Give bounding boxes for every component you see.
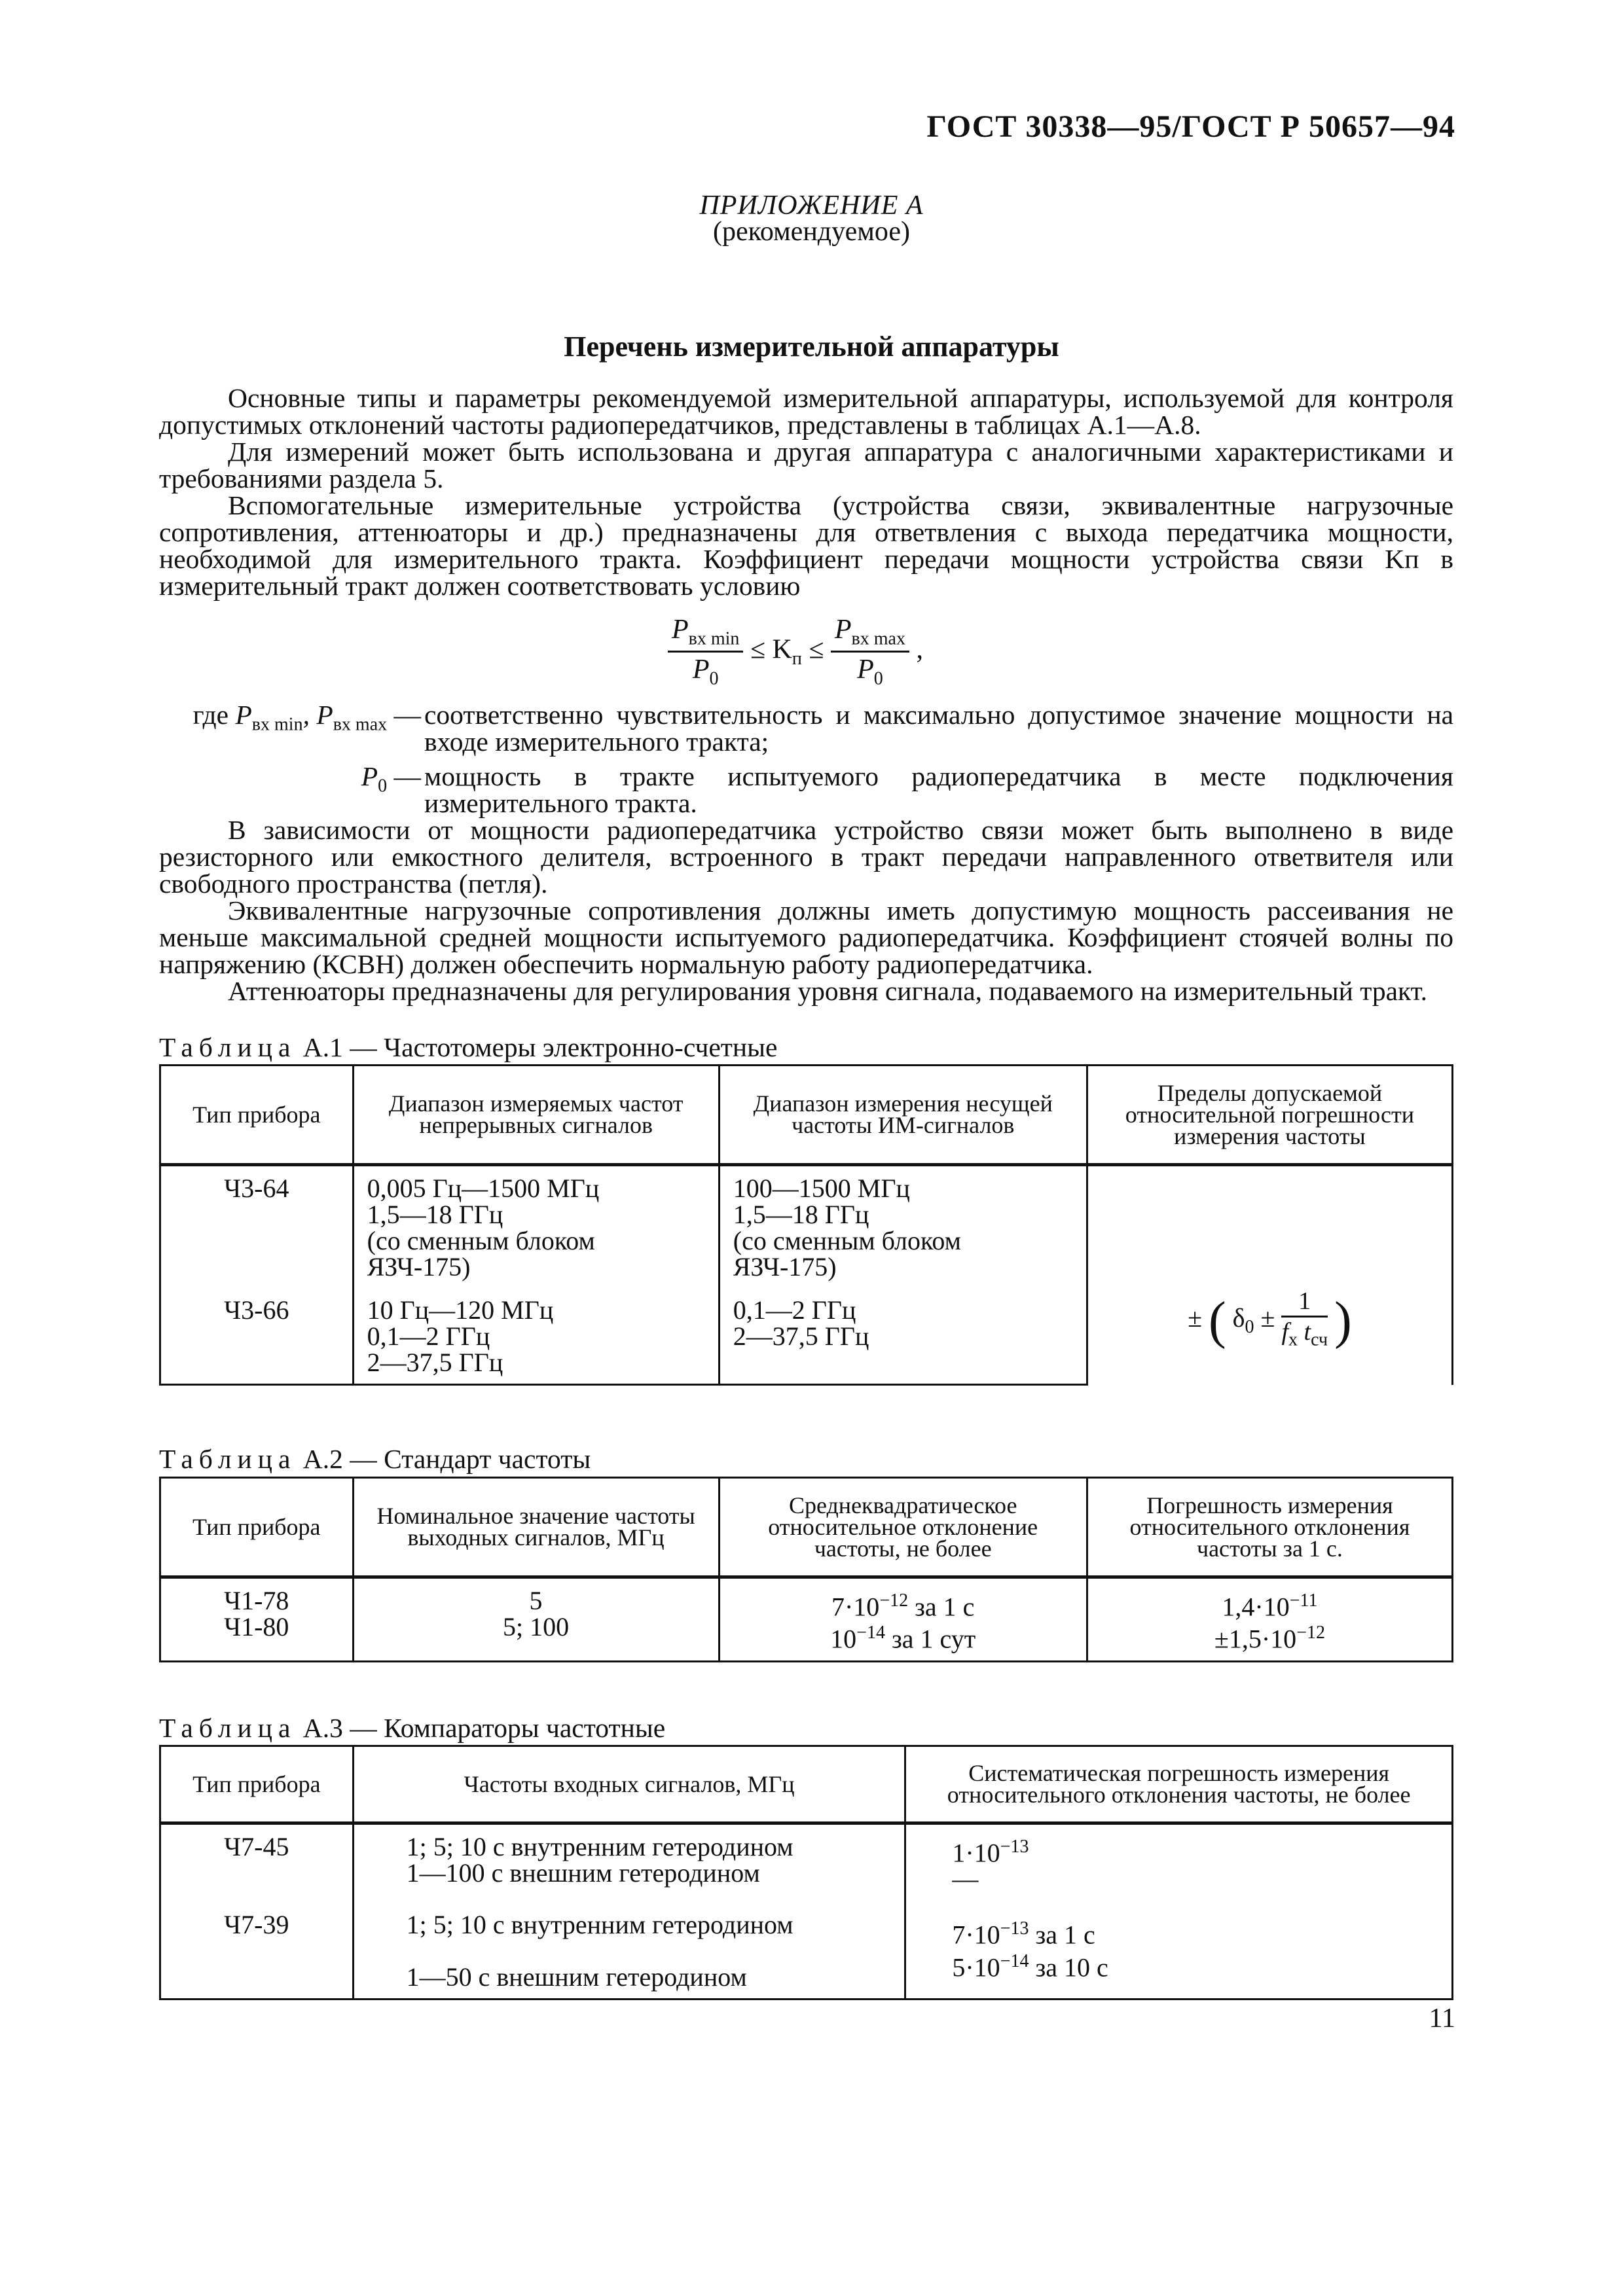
formula-comma: , bbox=[916, 634, 923, 665]
table-cell: $1,4\cdot 10^{-11}$ $\pm 1,5\cdot 10^{-12}$ bbox=[1087, 1577, 1452, 1662]
page-number: 11 bbox=[1429, 2003, 1455, 2034]
variable-definitions bbox=[159, 702, 1453, 817]
table-cell: $1\cdot 10^{-13}$ — bbox=[905, 1823, 1453, 1901]
section-title: Перечень измерительной аппаратуры bbox=[564, 331, 1059, 363]
formula-subscript: вх max bbox=[851, 628, 905, 649]
definition-text: мощность в тракте испытуемого радиопередатчика в месте подключения измерительного тракта. bbox=[424, 761, 1453, 818]
table-cell: 1; 5; 10 с внутренним гетеродином 1—100 с внешним гетеродином bbox=[353, 1823, 905, 1901]
table-row bbox=[160, 1823, 1453, 1901]
table-header-cell: Погрешность измерения относительного отклонения частоты за 1 с. bbox=[1087, 1478, 1452, 1577]
table-cell: Ч3-64 bbox=[160, 1165, 354, 1289]
table-cell: Ч7-45 bbox=[160, 1823, 354, 1901]
definition-row bbox=[159, 763, 1453, 817]
paragraph: Основные типы и параметры рекомендуемой измерительной аппаратуры, используемой для контроля допустимых отклонений частоты радиопередатчиков, представлены в таблицах А.1—А.8. bbox=[159, 383, 1453, 440]
formula-symbol: P bbox=[834, 615, 852, 645]
table-header-cell: Систематическая погрешность измерения относительного отклонения частоты, не более bbox=[905, 1746, 1453, 1823]
table-cell: Ч7-39 bbox=[160, 1900, 354, 2000]
table-a2-caption: Таблица А.2 — Стандарт частоты bbox=[159, 1444, 591, 1474]
definition-label: где $P_{вх min}$, $P_{вх max}$ — bbox=[192, 700, 421, 735]
table-row bbox=[160, 1577, 1453, 1662]
formula-symbol: P bbox=[857, 655, 874, 685]
definition-text: соответственно чувствительность и максимально допустимое значение мощности на входе измерительного тракта; bbox=[424, 700, 1453, 757]
table-a3 bbox=[159, 1745, 1453, 2000]
table-a1-caption: Таблица А.1 — Частотомеры электронно-счетные bbox=[159, 1032, 778, 1062]
formula-symbol: P bbox=[672, 615, 689, 645]
table-header-cell: Диапазон измеряемых частот непрерывных сигналов bbox=[353, 1066, 719, 1165]
appendix-subtitle: (рекомендуемое) bbox=[713, 217, 910, 247]
paragraph: Для измерений может быть использована и другая аппаратура с аналогичными характеристиками и требованиями раздела 5. bbox=[159, 437, 1453, 493]
table-header-cell: Частоты входных сигналов, МГц bbox=[353, 1746, 905, 1823]
table-cell: 10 Гц—120 МГц 0,1—2 ГГц 2—37,5 ГГц bbox=[353, 1288, 719, 1385]
table-header-cell: Среднеквадратическое относительное отклонение частоты, не более bbox=[719, 1478, 1087, 1577]
paragraph: В зависимости от мощности радиопередатчика устройство связи может быть выполнено в виде резисторного или емкостного делителя, встроенного в тракт передачи направленного ответвителя или свободного пространства (петля). bbox=[159, 815, 1453, 899]
table-cell: 0,1—2 ГГц 2—37,5 ГГц bbox=[719, 1288, 1087, 1385]
table-cell: $7\cdot 10^{-13}$ за 1 с $5\cdot 10^{-14}$ за 10 с bbox=[905, 1900, 1453, 2000]
appendix-title: ПРИЛОЖЕНИЕ А bbox=[699, 190, 924, 221]
table-a3-caption: Таблица А.3 — Компараторы частотные bbox=[159, 1713, 666, 1743]
formula-subscript: 0 bbox=[709, 668, 719, 689]
paragraph: Эквивалентные нагрузочные сопротивления должны иметь допустимую мощность рассеивания не меньше максимальной средней мощности испытуемого радиопередатчика. Коэффициент стоячей волны по напряжению (КСВН) должен обеспечить нормальную работу радиопередатчика. bbox=[159, 895, 1453, 979]
table-header-cell: Пределы допускаемой относительной погрешности измерения частоты bbox=[1087, 1066, 1452, 1165]
formula-subscript: п bbox=[792, 648, 802, 669]
relative-error-formula: ± ( $\delta_0$ ± $\frac{1}{f_x t_{сч}}$ ) bbox=[1087, 1165, 1452, 1385]
table-header-cell: Тип прибора bbox=[160, 1746, 354, 1823]
table-header-cell: Тип прибора bbox=[160, 1066, 354, 1165]
table-row bbox=[160, 1900, 1453, 2000]
formula-subscript: 0 bbox=[873, 668, 883, 689]
formula-relation: ≤ bbox=[809, 634, 824, 665]
table-header-cell: Номинальное значение частоты выходных сигналов, МГц bbox=[353, 1478, 719, 1577]
table-cell: 1; 5; 10 с внутренним гетеродином 1—50 с внешним гетеродином bbox=[353, 1900, 905, 2000]
formula-subscript: вх min bbox=[688, 628, 740, 649]
table-header-cell: Диапазон измерения несущей частоты ИМ-сигналов bbox=[719, 1066, 1087, 1165]
table-a1 bbox=[159, 1064, 1453, 1386]
table-row bbox=[160, 1165, 1453, 1289]
power-coefficient-formula bbox=[668, 614, 923, 690]
formula-relation: ≤ K bbox=[750, 634, 792, 665]
definition-row bbox=[159, 702, 1453, 755]
table-cell: 0,005 Гц—1500 МГц 1,5—18 ГГц (со сменным блоком ЯЗЧ-175) bbox=[353, 1165, 719, 1289]
table-cell: Ч3-66 bbox=[160, 1288, 354, 1385]
document-header: ГОСТ 30338—95/ГОСТ Р 50657—94 bbox=[926, 109, 1455, 144]
intro-text bbox=[159, 385, 1453, 600]
paragraph: Аттенюаторы предназначены для регулирования уровня сигнала, подаваемого на измерительный тракт. bbox=[228, 976, 1428, 1006]
table-cell: 5 5; 100 bbox=[353, 1577, 719, 1662]
definition-label: $P_0$ — bbox=[361, 761, 421, 797]
table-a2 bbox=[159, 1477, 1453, 1662]
table-cell: 100—1500 МГц 1,5—18 ГГц (со сменным блоком ЯЗЧ-175) bbox=[719, 1165, 1087, 1289]
fraction-left bbox=[668, 614, 743, 690]
fraction-right bbox=[831, 614, 909, 690]
table-header-cell: Тип прибора bbox=[160, 1478, 354, 1577]
formula-symbol: P bbox=[692, 655, 710, 685]
paragraph: Вспомогательные измерительные устройства (устройства связи, эквивалентные нагрузочные сопротивления, аттенюаторы и др.) предназначены для ответвления с выхода передатчика мощности, необходимой для измерительного тракта. Коэффициент передачи мощности устройства связи Kп в измерительный тракт должен соответствовать условию bbox=[159, 490, 1453, 601]
body-text bbox=[159, 817, 1453, 1005]
table-cell: Ч1-78 Ч1-80 bbox=[160, 1577, 354, 1662]
table-cell: $7\cdot 10^{-12}$ за 1 с $10^{-14}$ за 1 сут bbox=[719, 1577, 1087, 1662]
